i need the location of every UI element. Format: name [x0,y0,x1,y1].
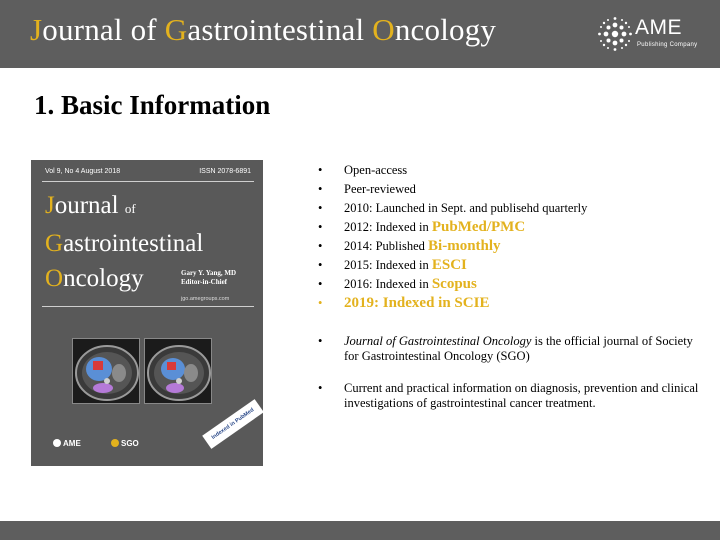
bullet-official-text: is the official journal of Society for Gastrointestinal Oncology (SGO) [344,334,693,363]
pubmed-badge: Indexed in PubMed [202,399,263,449]
bullet-bimonthly-highlight: Bi-monthly [428,238,501,254]
cover-initial-j: J [45,192,55,219]
sgo-mark-icon [111,439,119,447]
cover-divider-mid [42,306,254,307]
bullet-scopus-highlight: Scopus [431,276,477,292]
bullet-scopus [318,277,708,292]
cover-divider-top [42,181,254,182]
cover-sgo-logo [111,439,139,448]
bullet-peer-reviewed: • Peer-reviewed [318,182,708,197]
title-initial-j: J [30,12,43,47]
info-bullet-list [318,163,708,411]
cover-editor-name: Gary Y. Yang, MD [181,269,237,277]
cover-sgo-text: SGO [121,439,139,448]
cover-title-word-2: astrointestinal [63,230,204,257]
bullet-scie-text: 2019: Indexed in SCIE [344,295,490,311]
ct-scan-image-right [144,338,212,404]
bullet-pubmed-text: 2012: Indexed in [344,220,432,234]
bullet-bimonthly-text: 2014: Published [344,239,429,253]
title-part-1: ournal of [42,12,165,47]
bullet-scopus-text: 2016: Indexed in [344,277,432,291]
ame-mark-icon [53,439,61,447]
cover-issn: ISSN 2078-6891 [199,168,251,175]
ame-logo [597,16,707,54]
bullet-launched: • 2010: Launched in Sept. and publisehd quarterly [318,201,708,216]
header-bar [0,0,720,68]
ame-logo-text: AME [635,16,683,39]
ame-dots-icon [597,16,633,52]
cover-title-word-1: ournal [54,192,119,219]
bullet-scie [318,296,708,311]
bullet-esci-text: 2015: Indexed in [344,258,432,272]
section-heading: 1. Basic Information [34,90,271,120]
bullet-esci-highlight: ESCI [431,257,467,273]
cover-url: jgo.amegroups.com [181,296,230,302]
ame-logo-subtext: Publishing Company [637,42,698,48]
cover-initial-g: G [45,230,64,257]
title-part-3: ncology [394,12,497,47]
bullet-current-info: • Current and practical information on diagnosis, prevention and clinical investigations of gastrointestinal cancer treatment. [318,381,708,411]
bullet-pubmed-highlight: PubMed/PMC [431,219,526,235]
title-part-2: astrointestinal [187,12,373,47]
cover-meta [31,160,263,181]
cover-title-of: of [124,201,136,216]
bullet-pubmed [318,220,708,235]
title-initial-g: G [164,12,188,47]
journal-cover-image [31,160,263,466]
cover-ame-text: AME [63,439,81,448]
cover-initial-o: O [45,265,64,292]
cover-title-line-1 [45,188,203,226]
footer-bar [0,521,720,540]
cover-editor [181,269,236,287]
cover-title-line-2 [45,226,203,261]
title-initial-o: O [372,12,395,47]
ct-scan-image-left [72,338,140,404]
cover-editor-role: Editor-in-Chief [181,278,228,286]
bullet-bimonthly [318,239,708,254]
cover-logos [31,435,263,455]
cover-issue: Vol 9, No 4 August 2018 [45,168,121,175]
bullet-official-journal [318,334,708,364]
cover-ame-logo [53,439,81,448]
bullet-open-access: • Open-access [318,163,708,178]
cover-title [45,188,203,296]
cover-title-line-3 [45,261,203,296]
cover-title-word-3: ncology [63,265,144,292]
journal-title [30,12,496,48]
bullet-esci [318,258,708,273]
bullet-journal-name: Journal of Gastrointestinal Oncology [344,334,532,348]
